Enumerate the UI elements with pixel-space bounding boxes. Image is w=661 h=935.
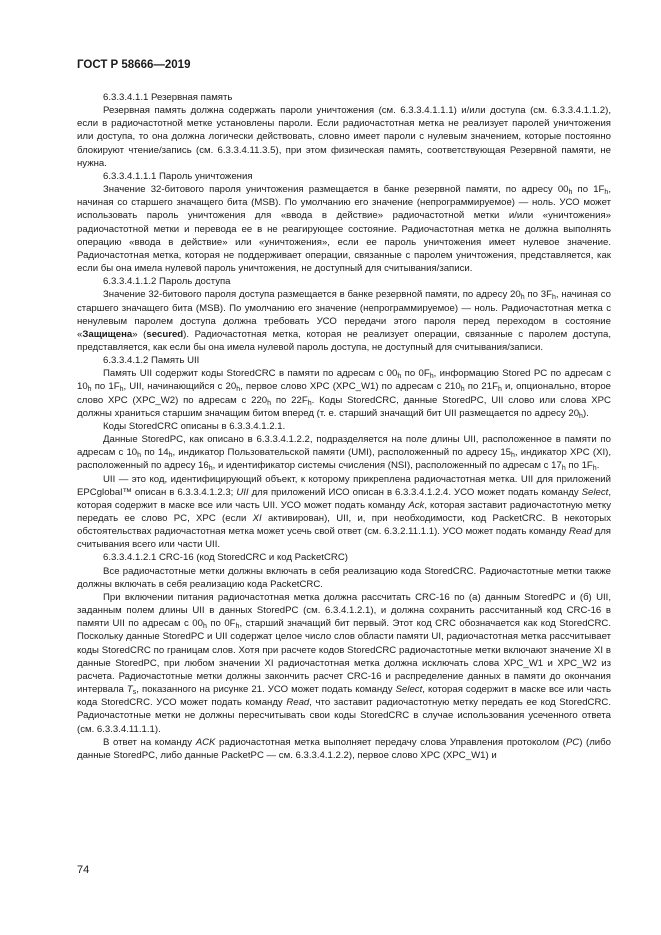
section-heading: 6.3.3.4.1.2.1 CRC-16 (код StoredCRC и код PacketCRC) bbox=[103, 552, 348, 564]
paragraph: Память UII содержит коды StoredCRC в памяти по адресам с $00_h$ по $0F_h$, информацию Stored PC по адресам с $10_h$ по $1F_h$, UII, начинающийся с $20_h$, первое слово XPC (XPC_W1) по адресам с $210_h$ по $21F_h$ и, опционально, второе слово XPC (XPC_W2) по адресам с $220_h$ по $22F_h$. Коды StoredCRC, данные StoredPC, UII слово или слова XPC должны храниться старшим значащим битом вперед (т. е. старший значащий бит UII размещается по адресу $20_h$). bbox=[77, 368, 611, 420]
section-heading: 6.3.3.4.1.1.1 Пароль уничтожения bbox=[103, 170, 253, 182]
page-number: 74 bbox=[77, 864, 90, 876]
paragraph: Значение 32-битового пароля уничтожения размещается в банке резервной памяти, по адресу $00_h$ по $1F_h$, начиная со старшего значащего бита (MSB). По умолчанию его значение (непрограммируемое) — ноль. УСО может использовать пароль уничтожения для «ввода в действие» радиочастотной метки и/или «уничтожения» радиочастотной метки и перевода ее в не реагирующее состояние. Радиочастотная метка не должна выполнять операцию «ввода в действие» или «уничтожения», если ее пароль уничтожения имеет нулевое значение. Радиочастотная метка, которая не поддерживает операции, связанные с паролем уничтожения, представляется, как если бы она имела нулевой пароль уничтожения, не доступный для считывания/записи. bbox=[77, 184, 611, 275]
paragraph: При включении питания радиочастотная метка должна рассчитать CRC-16 по (а) данным StoredPC и (б) UII, заданным полем длины UII в данных StoredPC (см. 6.3.4.1.2.1), и должна сохранить рассчитанный код CRC-16 в памяти UII по адресам с $00_h$ по $0F_h$, старший значащий бит первый. Этот код CRC обозначается как код StoredCRC. Поскольку данные StoredPC и UII содержат целое число слов области памяти UI, радиочастотная метка рассчитывает коды StoredCRC по границам слов. Хотя при расчете кодов StoredCRC радиочастотные метки включают значение XI в данные StoredPC, при любом значении XI радиочастотная метка должна исключать слова XPC_W1 и XPC_W2 из расчета. Радиочастотные метки должны закончить расчет CRC-16 и распределение данных в памяти до окончания интервала $T_s$, показанного на рисунке 21. УСО может подать команду Select, которая содержит в маске все или часть кода StoredCRC. УСО может подать команду Read, что заставит радиочастотную метку передать ее код StoredCRC. Радиочастотные метки не должны пересчитывать свои коды StoredCRC в случае использования усеченного ответа (см. 6.3.3.4.11.1.1). bbox=[77, 591, 612, 735]
paragraph: Резервная память должна содержать пароли уничтожения (см. 6.3.3.4.1.1.1) и/или доступа (см. 6.3.3.4.1.1.2), если в радиочастотной метке установлены пароли. Если радиочастотная метка не реализует паролей уничтожения или доступа, то она должна логически действовать, словно имеет пароли с нулевым значением, которые постоянно блокируют чтение/запись (см. 6.3.3.4.11.3.5), при этом физическая память, соответствующая Резервной памяти, не нужна. bbox=[77, 105, 611, 169]
section-heading: 6.3.3.4.1.1.2 Пароль доступа bbox=[103, 276, 231, 288]
paragraph: Коды StoredCRC описаны в 6.3.3.4.1.2.1. bbox=[103, 420, 286, 432]
section-heading: 6.3.3.4.1.2 Память UII bbox=[103, 355, 200, 367]
section-heading: 6.3.3.4.1.1 Резервная память bbox=[103, 92, 233, 103]
document-body bbox=[77, 91, 611, 762]
paragraph: В ответ на команду ACK радиочастотная метка выполняет передачу слова Управления протоколом (PC) (либо данные StoredPC, либо данные PacketPC — см. 6.3.3.4.1.2.2), первое слово XPC (XPC_W1) и bbox=[77, 736, 611, 761]
paragraph: UII — это код, идентифицирующий объект, к которому прикреплена радиочастотная метка. UII для приложений EPCglobal™ описан в 6.3.3.4.1.2.3; UII для приложений ИСО описан в 6.3.3.4.1.2.4. УСО может подать команду Select, которая содержит в маске все или часть UII. УСО может подать команду Ack, которая заставит радиочастотную метку передать ее слово PC, XPC (если XI активирован), UII, и, при необходимости, код PacketCRC. В некоторых обстоятельствах радиочастотная метка может усечь свой ответ (см. 6.3.2.11.1.1). УСО может подать команду Read для считывания всего или части UII. bbox=[77, 473, 611, 551]
paragraph: Данные StoredPC, как описано в 6.3.3.4.1.2.2, подразделяется на поле длины UII, расположенное в памяти по адресам с $10_h$ по $14_h$, индикатор Пользовательской памяти (UMI), расположенный по адресу $15_h$, индикатор XPC (XI), расположенный по адресу $16_h$, и идентификатор системы счисления (NSI), расположенный по адресам с $17_h$ по $1F_h$. bbox=[77, 434, 611, 473]
paragraph: Значение 32-битового пароля доступа размещается в банке резервной памяти, по адресу $20_h$ по $3F_h$, начиная со старшего значащего бита (MSB). По умолчанию его значение (непрограммируемое) — ноль. Радиочастотная метка с ненулевым паролем доступа должна требовать УСО передачи этого пароля перед переходом в состояние «Защищена» (secured). Радиочастотная метка, которая не реализует операции, связанные с паролем доступа, представляется, как если бы она имела нулевой пароль доступа, не доступный для считывания/записи. bbox=[77, 289, 611, 353]
paragraph: Все радиочастотные метки должны включать в себя реализацию кода StoredCRC. Радиочастотные метки также должны включать в себя реализацию кода PacketCRC. bbox=[77, 565, 611, 590]
document-code-header: ГОСТ Р 58666—2019 bbox=[77, 59, 191, 71]
